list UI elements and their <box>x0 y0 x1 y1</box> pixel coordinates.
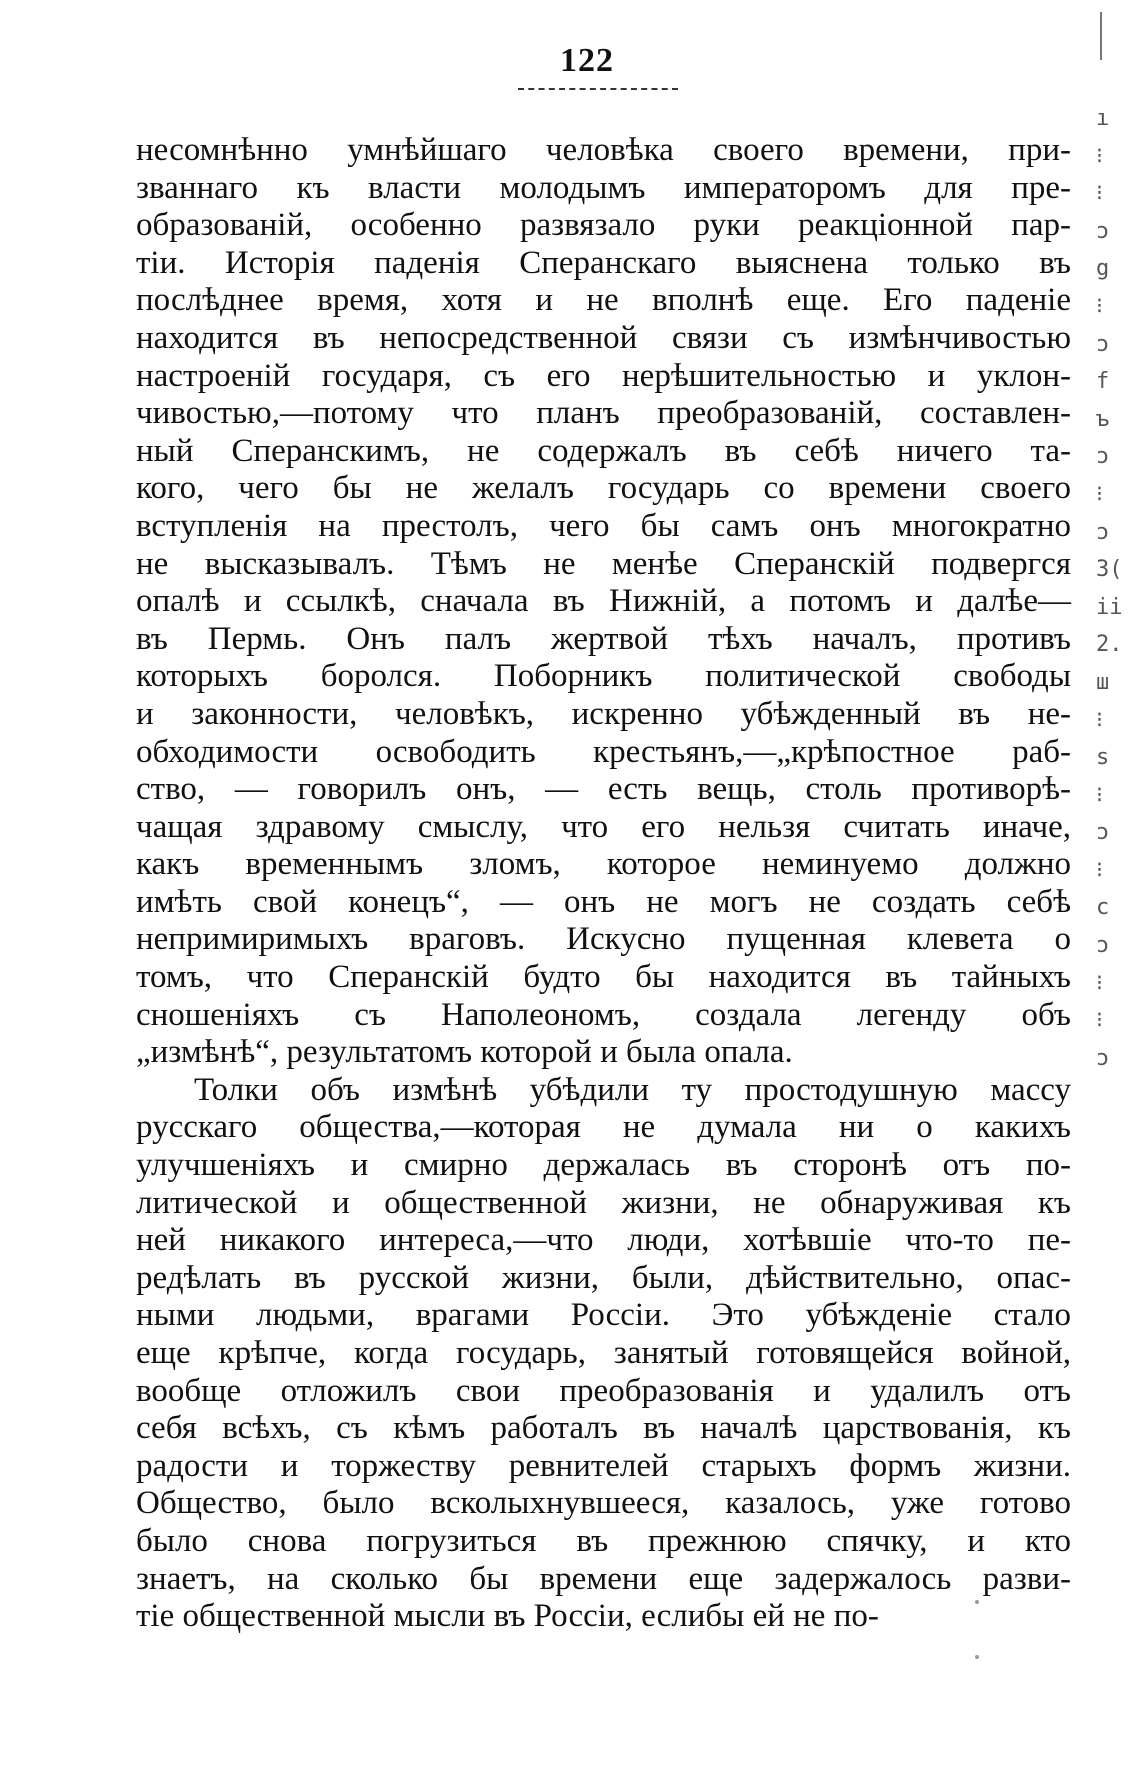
page-number: 122 <box>560 42 614 79</box>
edge-fragment <box>1096 1341 1140 1379</box>
edge-fragment: s <box>1096 745 1110 771</box>
text-line: образованій, особенно развязало руки реакціонной пар- <box>136 207 1071 244</box>
text-line: которыхъ боролся. Поборникъ политической свободы <box>136 658 1071 695</box>
text-line: „измѣнѣ“, результатомъ которой и была опала. <box>136 1034 793 1071</box>
text-line: русскаго общества,—которая не думала ни о какихъ <box>136 1109 1071 1146</box>
text-line: ней никакого интереса,—что люди, хотѣвшіе что-то пе- <box>136 1222 1071 1259</box>
text-line: было снова погрузиться въ прежнюю спячку, и кто <box>136 1522 1071 1559</box>
text-line: несомнѣнно умнѣйшаго человѣка своего времени, при- <box>136 132 1071 168</box>
edge-fragment: 2. <box>1096 632 1123 658</box>
text-line: литической и общественной жизни, не обнаруживая къ <box>136 1184 1071 1221</box>
edge-fragment <box>1096 1190 1140 1228</box>
edge-fragment: ⁝ <box>1096 481 1103 507</box>
text-line: настроеній государя, съ его нерѣшительностью и уклон- <box>136 357 1071 394</box>
text-line: Толки объ измѣнѣ убѣдили ту простодушную массу <box>194 1071 1071 1108</box>
text-line: еще крѣпче, когда государь, занятый готовящейся войной, <box>136 1335 1071 1371</box>
text-line: ство, — говорилъ онъ, — есть вещь, столь противорѣ- <box>136 771 1071 808</box>
text-line: радости и торжеству ревнителей старыхъ формъ жизни. <box>136 1447 1071 1484</box>
edge-fragment: ɔ <box>1096 933 1110 959</box>
edge-fragment <box>1096 1228 1140 1266</box>
body-text <box>136 132 1071 1636</box>
scan-speck <box>975 1600 979 1604</box>
text-line: въ Пермь. Онъ палъ жертвой тѣхъ началъ, противъ <box>136 620 1071 657</box>
edge-fragment: 3( <box>1096 557 1123 583</box>
text-line: тіе общественной мысли въ Россіи, еслибы ей не по- <box>136 1598 879 1635</box>
text-line: чащая здравому смыслу, что его нельзя считать иначе, <box>136 808 1071 845</box>
scan-edge-mark <box>1100 12 1102 60</box>
edge-fragment: ⁝ <box>1096 181 1103 207</box>
text-line: сношеніяхъ съ Наполеономъ, создала легенду объ <box>136 996 1071 1033</box>
edge-fragment <box>1096 1115 1140 1153</box>
text-line: томъ, что Сперанскій будто бы находится въ тайныхъ <box>136 959 1071 996</box>
edge-fragment <box>1096 1077 1140 1115</box>
text-line: редѣлать въ русской жизни, были, дѣйствительно, опас- <box>136 1259 1071 1296</box>
edge-fragment: ш <box>1096 669 1110 695</box>
text-line: чивостью,—потому что планъ преобразованій, составлен- <box>136 395 1071 432</box>
text-line: и законности, человѣкъ, искренно убѣжденный въ не- <box>136 695 1071 732</box>
text-line: послѣднее время, хотя и не вполнѣ еще. Его паденіе <box>136 282 1071 319</box>
edge-fragment: ɔ <box>1096 519 1110 545</box>
text-line: тіи. Исторія паденія Сперанскаго выяснена только въ <box>136 244 1071 281</box>
edge-fragment: ɔ <box>1096 218 1110 244</box>
text-line: обходимости освободить крестьянъ,—„крѣпостное раб- <box>136 733 1071 770</box>
edge-fragment: ɔ <box>1096 820 1110 846</box>
text-line: себя всѣхъ, съ кѣмъ работалъ въ началѣ царствованія, къ <box>136 1410 1071 1447</box>
adjacent-page-edge <box>1096 100 1140 1520</box>
edge-fragment: ⁝ <box>1096 857 1103 883</box>
scan-speck <box>975 1655 979 1659</box>
edge-fragment: ı <box>1096 106 1110 131</box>
text-line: вообще отложилъ свои преобразованія и удалилъ отъ <box>136 1372 1071 1409</box>
edge-fragment: ⁝ <box>1096 293 1103 319</box>
text-line: находится въ непосредственной связи съ измѣнчивостью <box>136 319 1071 356</box>
edge-fragment: f <box>1096 369 1110 395</box>
edge-fragment: ъ <box>1096 406 1110 432</box>
text-line: Общество, было всколыхнувшееся, казалось, уже готово <box>136 1485 1071 1522</box>
edge-fragment: ɔ <box>1096 1045 1110 1071</box>
edge-fragment: ɔ <box>1096 444 1110 470</box>
text-line: опалѣ и ссылкѣ, сначала въ Нижній, а потомъ и далѣе— <box>136 583 1071 620</box>
edge-fragment: ɔ <box>1096 331 1110 357</box>
text-line: имѣть свой конецъ“, — онъ не могъ не создать себѣ <box>136 883 1071 920</box>
text-line: ный Сперанскимъ, не содержалъ въ себѣ ничего та- <box>136 432 1071 469</box>
header-rule <box>518 88 678 90</box>
edge-fragment: ⁝ <box>1096 970 1103 996</box>
edge-fragment <box>1096 1378 1140 1416</box>
edge-fragment: ii <box>1096 594 1123 620</box>
edge-fragment: ⁝ <box>1096 782 1103 808</box>
text-line: ными людьми, врагами Россіи. Это убѣжденіе стало <box>136 1297 1071 1334</box>
edge-fragment <box>1096 1303 1140 1341</box>
edge-fragment: ⁝ <box>1096 143 1103 169</box>
edge-fragment: c <box>1096 895 1110 921</box>
text-line: непримиримыхъ враговъ. Искусно пущенная клевета о <box>136 921 1071 958</box>
edge-fragment: ⁝ <box>1096 1008 1103 1034</box>
edge-fragment <box>1096 1153 1140 1191</box>
edge-fragment <box>1096 1265 1140 1303</box>
text-line: какъ временнымъ зломъ, которое неминуемо должно <box>136 846 1071 883</box>
text-line: улучшеніяхъ и смирно держалась въ сторонѣ отъ по- <box>136 1147 1071 1184</box>
text-line: не высказывалъ. Тѣмъ не менѣе Сперанскій подвергся <box>136 545 1071 582</box>
text-line: кого, чего бы не желалъ государь со времени своего <box>136 470 1071 507</box>
text-line: званнаго къ власти молодымъ императоромъ для пре- <box>136 169 1071 206</box>
edge-fragment: ⁝ <box>1096 707 1103 733</box>
edge-fragment: g <box>1096 256 1110 282</box>
text-line: вступленія на престолъ, чего бы самъ онъ многократно <box>136 507 1071 544</box>
text-line: знаетъ, на сколько бы времени еще задержалось разви- <box>136 1560 1071 1597</box>
